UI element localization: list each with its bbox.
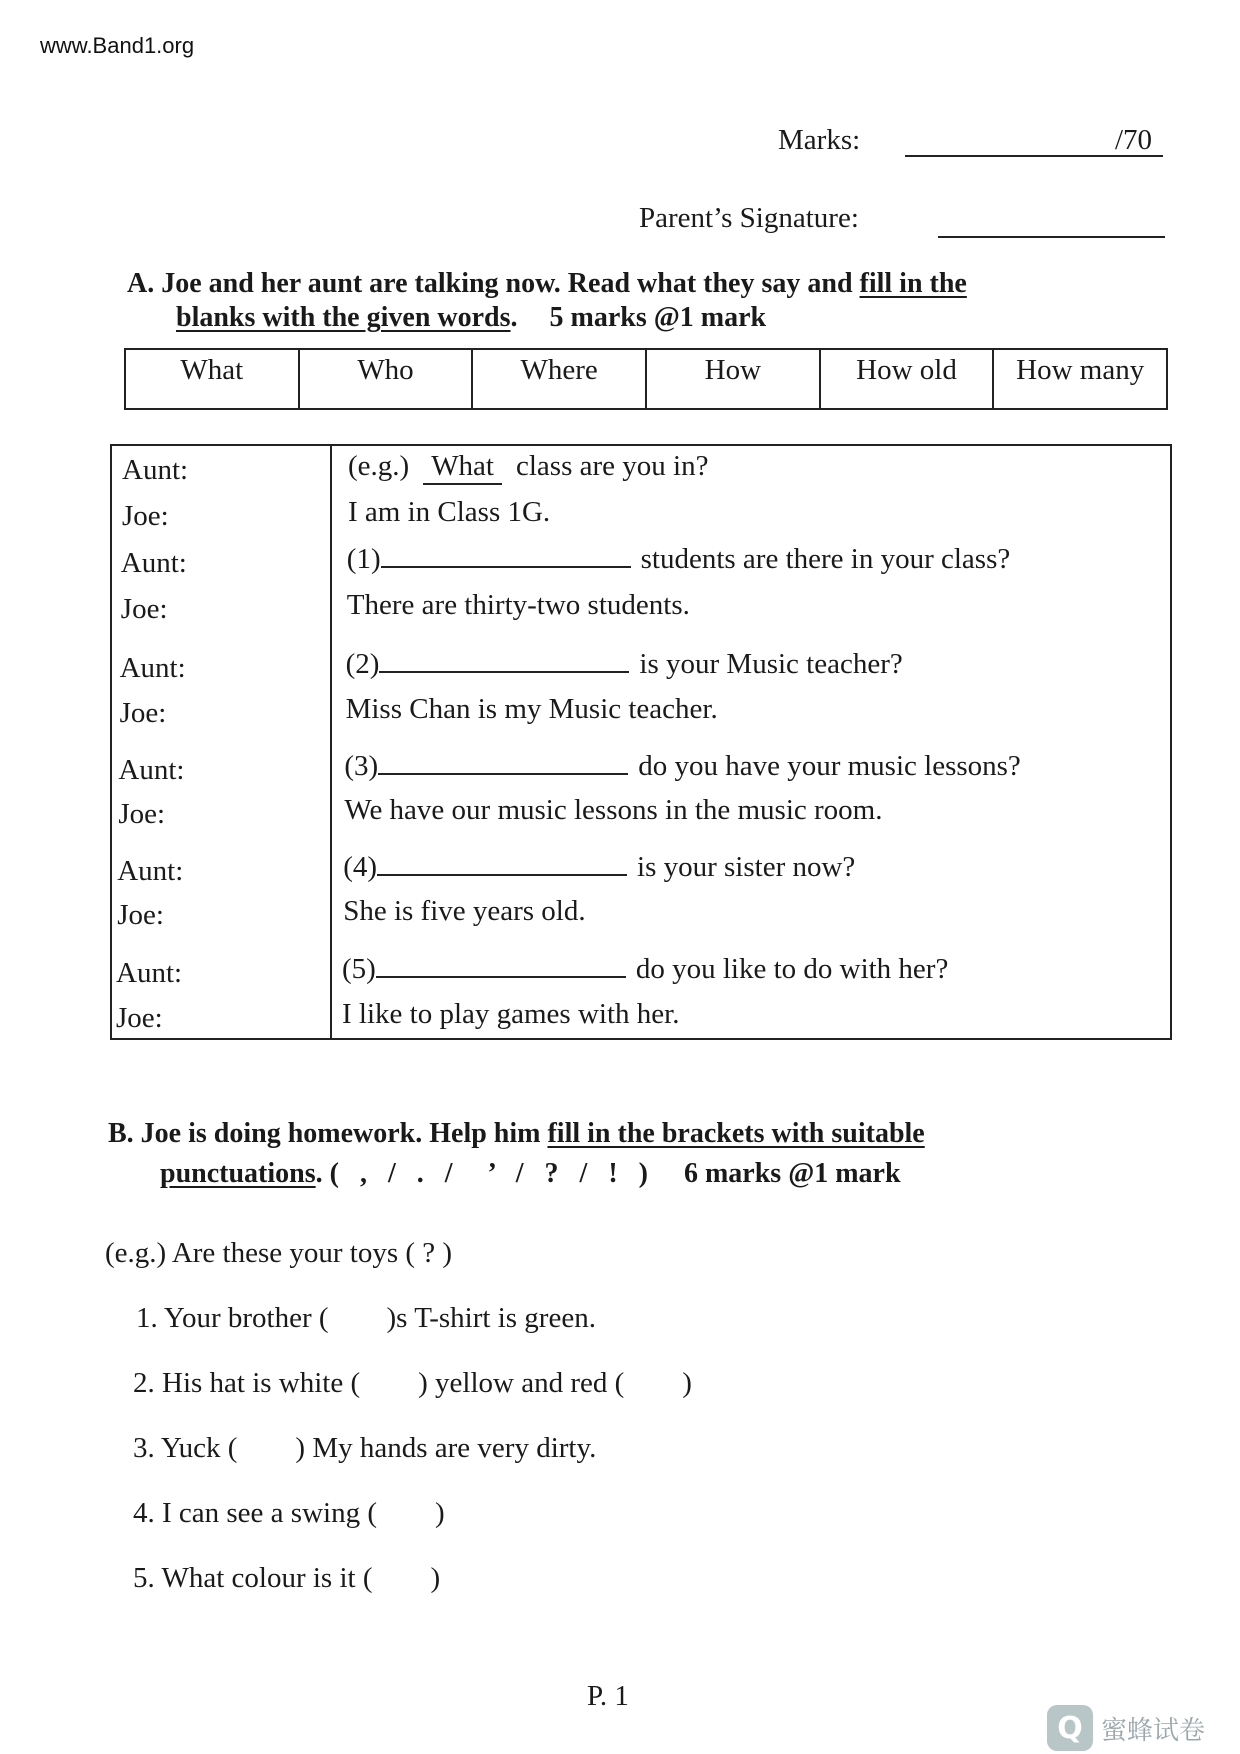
word-bank-item: Where	[473, 350, 647, 408]
column-divider	[330, 446, 332, 1038]
heading-underlined: punctuations	[160, 1158, 316, 1189]
speaker-label: Joe:	[122, 500, 169, 532]
question-line	[346, 648, 903, 681]
heading-text: B. Joe is doing homework. Help him	[108, 1118, 548, 1149]
answer-blank[interactable]	[378, 751, 628, 775]
section-a-marks: 5 marks @1 mark	[549, 302, 767, 333]
example-sentence: (e.g.) Are these your toys ( ? )	[105, 1237, 453, 1269]
question-line	[347, 543, 1010, 576]
heading-underlined: blanks with the given words	[176, 302, 511, 333]
question-line	[348, 450, 708, 485]
speaker-label: Joe:	[116, 1002, 163, 1034]
question-number: (3)	[344, 750, 379, 782]
answer-blank[interactable]	[381, 544, 631, 568]
speaker-label: Joe:	[120, 593, 168, 625]
question-text: class are you in?	[516, 450, 709, 482]
section-a-heading	[127, 268, 967, 300]
question-item: 3. Yuck ( ) My hands are very dirty.	[133, 1432, 597, 1464]
question-line	[343, 851, 855, 884]
speaker-label: Joe:	[117, 899, 164, 931]
heading-underlined: fill in the brackets with suitable	[547, 1118, 925, 1149]
question-number: (5)	[342, 953, 376, 985]
question-line	[342, 953, 948, 986]
signature-label: Parent’s Signature:	[639, 202, 859, 234]
answer-blank[interactable]	[377, 852, 627, 876]
dialogue-table	[110, 444, 1172, 1040]
example-answer[interactable]: What	[423, 450, 502, 485]
marks-total: /70	[1115, 124, 1153, 156]
signature-line	[938, 236, 1165, 238]
speaker-label: Aunt:	[117, 855, 184, 887]
answer-line: I am in Class 1G.	[348, 496, 551, 528]
question-number: (4)	[343, 851, 378, 883]
heading-text: .	[510, 302, 518, 333]
punctuation-list: . ( , / . / ’ / ? / ! )	[315, 1158, 648, 1189]
brand-watermark	[1047, 1705, 1205, 1751]
question-line	[344, 750, 1020, 783]
question-number: (1)	[346, 543, 381, 575]
speaker-label: Aunt:	[119, 652, 186, 684]
question-text: do you have your music lessons?	[638, 750, 1021, 782]
section-b-heading-line2	[160, 1158, 901, 1190]
speaker-label: Joe:	[118, 798, 166, 830]
answer-line: There are thirty-two students.	[346, 589, 690, 621]
answer-line: We have our music lessons in the music room.	[344, 794, 883, 826]
word-bank-item: What	[126, 350, 300, 408]
speaker-label: Aunt:	[118, 754, 185, 786]
marks-label: Marks:	[778, 124, 861, 156]
brand-name: 蜜蜂试卷	[1100, 1715, 1205, 1746]
answer-line: I like to play games with her.	[342, 998, 680, 1030]
question-text: do you like to do with her?	[635, 953, 949, 985]
answer-blank[interactable]	[376, 954, 626, 978]
section-b-heading	[108, 1118, 925, 1150]
heading-underlined: fill in the	[859, 268, 967, 299]
speaker-label: Aunt:	[122, 454, 189, 486]
heading-text: A. Joe and her aunt are talking now. Read what they say and	[127, 268, 860, 299]
question-item: 4. I can see a swing ( )	[133, 1497, 445, 1529]
question-text: is your Music teacher?	[639, 648, 903, 680]
answer-line: She is five years old.	[343, 895, 586, 927]
question-item: 5. What colour is it ( )	[133, 1562, 441, 1594]
question-text: is your sister now?	[637, 851, 856, 883]
speaker-label: Aunt:	[116, 957, 183, 989]
answer-blank[interactable]	[379, 649, 629, 673]
page-number: P. 1	[587, 1680, 629, 1712]
word-bank-item: How	[647, 350, 821, 408]
site-watermark: www.Band1.org	[40, 33, 195, 58]
section-b-marks: 6 marks @1 mark	[683, 1158, 901, 1189]
speaker-label: Aunt:	[120, 547, 187, 579]
word-bank-item: Who	[300, 350, 474, 408]
question-number: (2)	[345, 648, 380, 680]
section-a-heading-line2	[176, 302, 766, 334]
brand-logo-icon: Q	[1047, 1705, 1093, 1751]
word-bank-item: How many	[1016, 354, 1145, 386]
word-bank	[124, 348, 1168, 410]
question-item: 2. His hat is white ( ) yellow and red ( )	[133, 1367, 692, 1399]
question-number: (e.g.)	[348, 450, 410, 482]
speaker-label: Joe:	[119, 697, 167, 729]
question-item: 1. Your brother ( )s T-shirt is green.	[136, 1302, 596, 1334]
question-text: students are there in your class?	[640, 543, 1011, 575]
word-bank-item: How old	[821, 350, 995, 408]
answer-line: Miss Chan is my Music teacher.	[345, 693, 718, 725]
